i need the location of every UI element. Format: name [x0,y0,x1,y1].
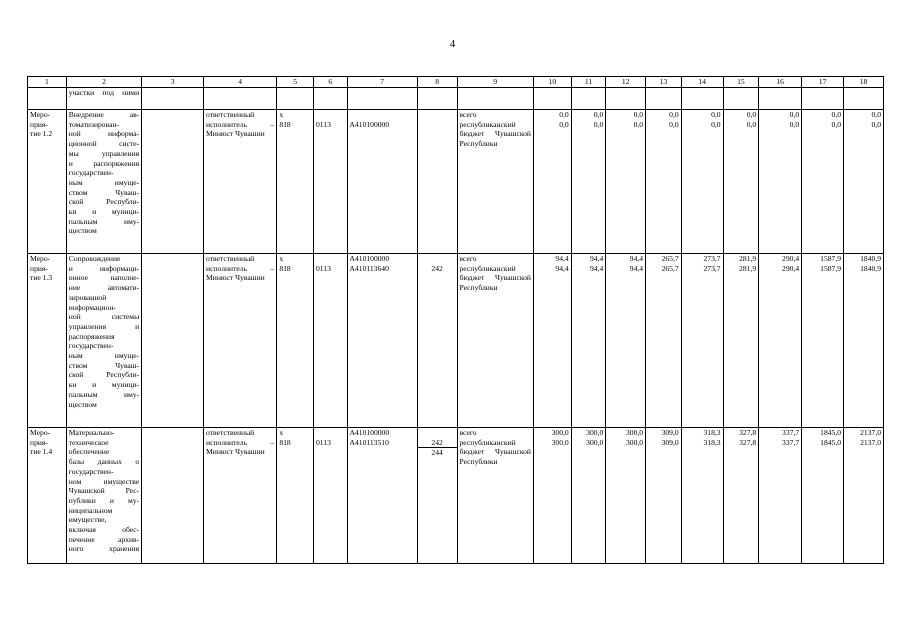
cell-line: всего [459,254,477,263]
code-section [313,254,347,428]
cell-line: А410113510 [349,437,389,447]
cell-line: 0,0 [871,119,881,129]
funding-value [759,254,802,428]
funding-value [571,254,606,428]
cell-line: республиканский бюджет Чувашской Республики [459,263,531,292]
funding-value [802,428,844,564]
cell-line: 1587,9 [820,254,842,263]
cell-line: 327,8 [739,437,757,447]
funding-value [723,428,759,564]
responsible-executor: ответственный исполнитель – Минюст Чувашии [204,254,277,428]
funding-value [723,254,759,428]
cell-line [350,110,415,120]
funding-source [457,428,533,564]
funding-value [759,428,802,564]
cell-line: 290,4 [782,254,800,263]
cell-line: 2137,0 [860,437,881,447]
column-header: 8 [417,77,457,88]
funding-value [681,254,723,428]
cell-line: 0,0 [593,119,604,129]
cell-line: 0,0 [669,110,679,119]
cell-line: 309,0 [661,437,679,447]
funding-source [457,254,533,428]
cell-line: 94,4 [589,263,604,273]
column-header: 11 [571,77,606,88]
cell-line [420,428,455,438]
cell-line: 0,0 [871,110,881,119]
activity-number: Меро- прия- тие 1.2 [28,110,67,254]
cell-line: 0,0 [711,119,721,129]
column-header: 14 [681,77,723,88]
cell-line: 2137,0 [860,428,881,437]
funding-value [681,428,723,564]
cell-line: 273,7 [703,263,721,273]
funding-value [646,254,682,428]
code-section [313,110,347,254]
funding-value [844,254,884,428]
column-header: 12 [606,77,646,88]
cell-line [316,428,345,438]
program-table [27,76,884,564]
empty-cell [142,110,204,254]
cell-line [316,110,345,120]
code-target-article [347,428,417,564]
cell-line: 0,0 [559,110,569,119]
code-target-article [347,254,417,428]
cell-line: x [279,254,284,263]
funding-value [759,110,802,254]
cell-line [316,254,345,264]
cell-line: 0113 [315,263,331,273]
cell-line: 337,7 [782,437,800,447]
funding-value [681,110,723,254]
cell-line: x [279,428,284,437]
code-expense-type [417,110,457,254]
cell-line: 281,9 [739,254,757,263]
cell-line: 0,0 [669,119,679,129]
funding-source [457,110,533,254]
funding-value [533,254,571,428]
cell-line: 242 [431,437,443,447]
column-header: 16 [759,77,802,88]
cell-line: 300,0 [551,428,569,437]
cell-line: всего [459,428,477,437]
cell-line: 290,4 [782,263,800,273]
column-header: 10 [533,77,571,88]
activity-title: Сопровождение и информаци- онное наполне- ние автомати- зированной информацион- ной системы управления и распоряжения государствен- ным имуще- ством Чуваш- ской Республи- ки и муници- пальным иму- ществом [66,254,141,428]
cell-line: А410113640 [349,263,389,273]
cell-line: 0,0 [831,110,842,119]
cell-line: 0,0 [711,110,721,119]
continuation-row [28,88,884,110]
code-expense-type [417,254,457,428]
funding-value [606,254,646,428]
cell-line: 309,0 [661,428,679,437]
cell-line: 818 [279,119,291,129]
funding-value [723,110,759,254]
column-header: 15 [723,77,759,88]
code-grbs [277,110,314,254]
cell-line: x [279,110,284,119]
cell-line [420,110,455,120]
cell-line: 0,0 [633,119,644,129]
activity-number: Меро- прия- тие 1.3 [28,254,67,428]
cell-line: 94,4 [555,263,569,273]
empty-cell [142,254,204,428]
column-header: 1 [28,77,67,88]
cell-line: А410100000 [349,428,390,437]
cell-line: 0113 [315,119,331,129]
cell-line: 0,0 [746,119,757,129]
cell-line: 281,9 [739,263,757,273]
cell-line: 0,0 [831,119,842,129]
continuation-text: участки под ними [66,88,141,110]
funding-value [533,110,571,254]
cell-line: 0,0 [746,110,757,119]
column-header: 9 [457,77,533,88]
funding-value [646,110,682,254]
funding-value [844,110,884,254]
responsible-executor: ответственный исполнитель – Минюст Чувашии [204,428,277,564]
cell-line: 0,0 [593,110,604,119]
cell-line: 1840,9 [860,254,881,263]
column-header: 7 [347,77,417,88]
cell-line: всего [459,110,477,119]
column-header: 2 [66,77,141,88]
column-header: 5 [277,77,314,88]
cell-line: 0,0 [789,119,800,129]
column-header: 17 [802,77,844,88]
cell-line: 1840,9 [860,263,881,273]
cell-line: А410100000 [349,119,390,129]
cell-line [420,254,455,264]
cell-line: республиканский бюджет Чувашской Республики [459,119,531,148]
code-expense-type [417,428,457,564]
cell-line: 1845,0 [820,437,842,447]
code-grbs [277,254,314,428]
cell-line: 818 [279,437,291,447]
cell-line: 0,0 [633,110,644,119]
cell-line: 327,8 [739,428,757,437]
funding-value [802,110,844,254]
cell-line: 265,7 [661,254,679,263]
column-header: 18 [844,77,884,88]
funding-value [606,428,646,564]
cell-line: 242 [431,263,443,273]
cell-line: 818 [279,263,291,273]
activity-title: Внедрение ав- томатизирован- ной информа- ционной систе- мы управления и распоряжения государствен- ным имуще- ством Чуваш- ской Республи- ки и муници- пальным иму- ществом [66,110,141,254]
cell-line: 300,0 [551,437,569,447]
column-header: 6 [313,77,347,88]
cell-line: А410100000 [349,254,390,263]
column-header: 13 [646,77,682,88]
activity-title: Материально- техническое обеспечение базы данных о государствен- ном имуществе Чувашской Рес- публики и му- ниципальном имуществе, включая обес- печение архив- ного хранения [66,428,141,564]
cell-line: 318,3 [703,428,721,437]
cell-line: 94,4 [555,254,569,263]
cell-line: 265,7 [661,263,679,273]
cell-line: 244 [418,447,457,458]
funding-value [571,110,606,254]
cell-line: 300,0 [625,437,644,447]
funding-value [606,110,646,254]
funding-value [533,428,571,564]
cell-line: 94,4 [589,254,604,263]
code-grbs [277,428,314,564]
column-header: 4 [204,77,277,88]
cell-line: республиканский бюджет Чувашской Республики [459,437,531,466]
cell-line: 94,4 [629,254,644,263]
cell-line: 300,0 [625,428,644,437]
cell-line: 300,0 [586,428,604,437]
table-row [28,428,884,564]
empty-cell [142,428,204,564]
cell-line: 1845,0 [820,428,842,437]
cell-line: 0113 [315,437,331,447]
cell-line: 1587,9 [820,263,842,273]
funding-value [844,428,884,564]
page-number: 4 [449,38,456,50]
cell-line: 273,7 [703,254,721,263]
code-section [313,428,347,564]
cell-line: 0,0 [559,119,569,129]
cell-line: 300,0 [586,437,604,447]
cell-line: 0,0 [789,110,800,119]
cell-line: 94,4 [629,263,644,273]
column-header: 3 [142,77,204,88]
funding-value [802,254,844,428]
cell-line: 337,7 [782,428,800,437]
code-target-article [347,110,417,254]
funding-value [571,428,606,564]
table-row [28,110,884,254]
cell-line [420,120,455,130]
funding-value [646,428,682,564]
cell-line: 318,3 [703,437,721,447]
header-row [28,77,884,88]
responsible-executor: ответственный исполнитель – Минюст Чувашии [204,110,277,254]
activity-number: Меро- прия- тие 1.4 [28,428,67,564]
table-row [28,254,884,428]
